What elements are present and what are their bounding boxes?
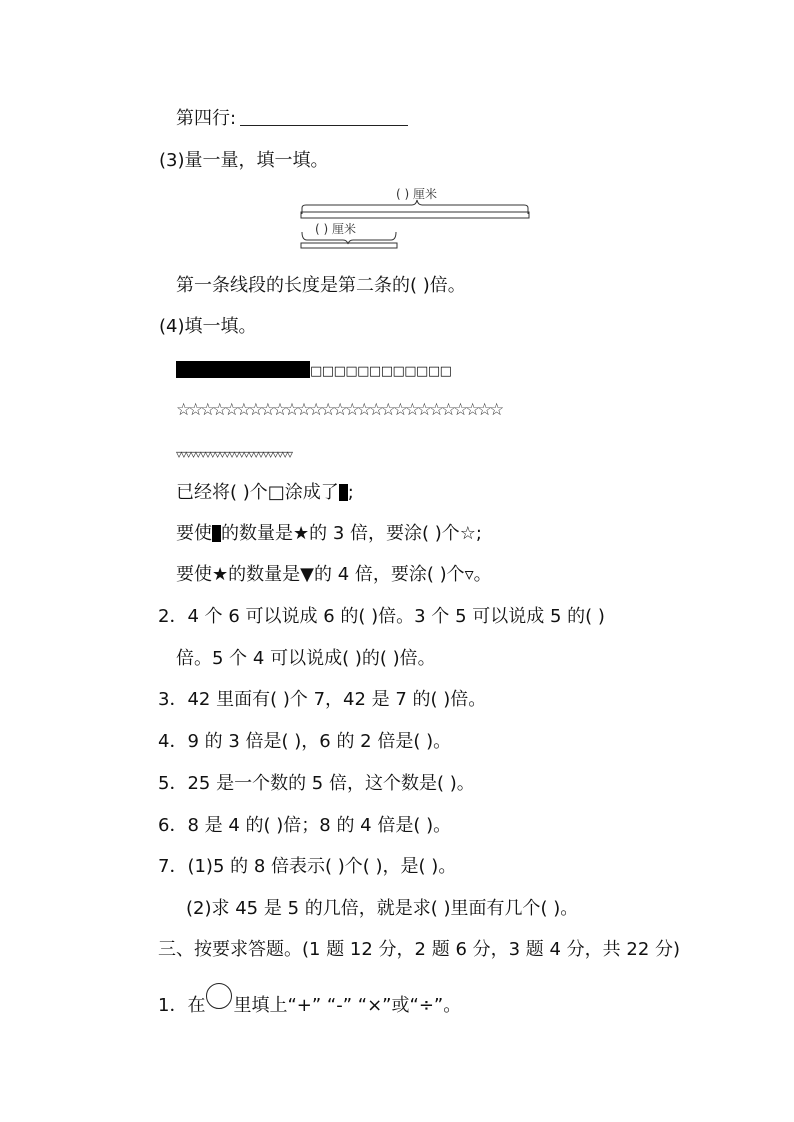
circle-icon [206,983,232,1009]
triangles-row: ▿▿▿▿▿▿▿▿▿▿▿▿▿▿▿▿▿▿▿▿▿▿▿▿ [176,447,292,461]
row4-label: 第四行: [176,108,237,129]
section-3-q1-text: 里填上“+” “-” “×”或“÷”。 [233,995,462,1016]
q4-sentence-1-end: ; [347,482,354,503]
stars-row: ☆☆☆☆☆☆☆☆☆☆☆☆☆☆☆☆☆☆☆☆☆☆☆☆☆☆☆ [176,400,502,420]
problem-5: 5．25 是一个数的 5 倍，这个数是( )。 [158,773,475,794]
section-3-title: 三、按要求答题。(1 题 12 分，2 题 6 分，3 题 4 分，共 22 分) [158,939,681,960]
problem-7-line-1: 7．(1)5 的 8 倍表示( )个( )，是( )。 [158,856,457,877]
boxes-row [176,358,451,384]
q4-title: (4)填一填。 [159,316,257,337]
q4-sentence-2-text: 的数量是★的 3 倍，要涂( )个☆; [221,523,482,544]
shaded-boxes [176,361,310,378]
q4-sentence-1 [176,481,354,505]
segment-braces [290,196,540,256]
q4-sentence-1-text: 已经将( )个□涂成了 [176,482,339,503]
problem-6: 6．8 是 4 的( )倍；8 的 4 倍是( )。 [158,815,452,836]
problem-3: 3．42 里面有( )个 7，42 是 7 的( )倍。 [158,689,487,710]
top-segment-label: ( ) 厘米 [396,187,437,201]
problem-4: 4．9 的 3 倍是( )，6 的 2 倍是( )。 [158,731,452,752]
q3-title: (3)量一量，填一填。 [159,150,329,171]
problem-2-line-1: 2．4 个 6 可以说成 6 的( )倍。3 个 5 可以说成 5 的( ) [158,606,605,627]
q3-sentence: 第一条线段的长度是第二条的( )倍。 [176,275,466,296]
row4-answer-blank[interactable] [240,107,408,126]
section-3-q1 [158,983,461,1018]
q4-sentence-2 [176,522,482,546]
row4-line [176,107,408,131]
q4-sentence-2-start: 要使 [176,523,212,544]
problem-7-line-2: (2)求 45 是 5 的几倍，就是求( )里面有几个( )。 [186,898,579,919]
shaded-box-icon [339,484,348,501]
shaded-box-icon [212,525,221,542]
q4-sentence-3: 要使★的数量是▼的 4 倍，要涂( )个▿。 [176,564,492,585]
section-3-q1-start: 1．在 [158,995,206,1016]
empty-boxes: □□□□□□□□□□□□ [310,364,452,379]
bottom-segment-label: ( ) 厘米 [315,222,356,236]
problem-2-line-2: 倍。5 个 4 可以说成( )的( )倍。 [176,648,436,669]
